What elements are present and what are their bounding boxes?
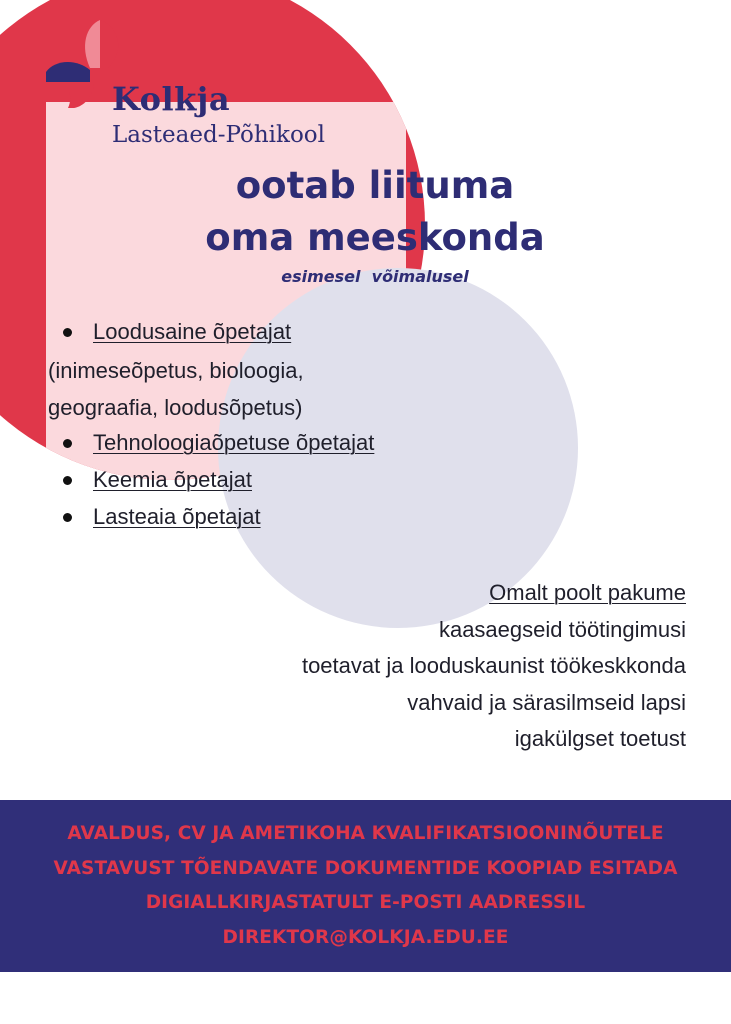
offer-item: igakülgset toetust bbox=[514, 726, 686, 751]
bullet-icon bbox=[63, 328, 72, 337]
school-name: Kolkja bbox=[112, 80, 231, 118]
position-link[interactable]: Loodusaine õpetajat bbox=[93, 319, 292, 344]
banner-line: DIGIALLKIRJASTATULT E-POSTI AADRESSIL bbox=[145, 892, 586, 913]
list-item bbox=[46, 315, 486, 352]
bullet-icon bbox=[63, 476, 72, 485]
offer-title[interactable]: Omalt poolt pakume bbox=[489, 580, 686, 605]
position-link[interactable]: Tehnoloogiaõpetuse õpetajat bbox=[93, 430, 375, 455]
headline-line-2: oma meeskonda bbox=[205, 216, 545, 259]
school-subtitle: Lasteaed-Põhikool bbox=[112, 122, 326, 148]
position-link[interactable]: Lasteaia õpetajat bbox=[93, 504, 261, 529]
positions-list bbox=[46, 315, 486, 537]
headline-line-1: ootab liituma bbox=[235, 164, 515, 207]
list-item bbox=[46, 463, 486, 500]
asap-subheading: esimesel võimalusel bbox=[281, 267, 469, 286]
position-note-line-1: (inimeseõpetus, bioloogia, bbox=[48, 358, 304, 383]
kolkja-logo-icon bbox=[46, 20, 122, 108]
application-banner bbox=[0, 800, 731, 972]
banner-line: VASTAVUST TÕENDAVATE DOKUMENTIDE KOOPIAD ESITADA bbox=[53, 857, 678, 879]
offer-item: kaasaegseid töötingimusi bbox=[438, 616, 686, 642]
contact-email[interactable]: DIREKTOR@KOLKJA.EDU.EE bbox=[222, 926, 509, 948]
offer-item: vahvaid ja särasilmseid lapsi bbox=[407, 689, 686, 715]
bullet-icon bbox=[63, 439, 72, 448]
list-item bbox=[46, 500, 486, 537]
offer-item: toetavat ja looduskaunist töökeskkonda bbox=[301, 653, 686, 678]
list-item bbox=[46, 426, 486, 463]
banner-line: AVALDUS, CV JA AMETIKOHA KVALIFIKATSIOONINÕUTELE bbox=[67, 823, 664, 844]
bullet-icon bbox=[63, 513, 72, 522]
position-link[interactable]: Keemia õpetajat bbox=[93, 467, 252, 492]
offer-section bbox=[302, 575, 686, 758]
position-note-line-2: geograafia, loodusõpetus) bbox=[48, 395, 303, 420]
